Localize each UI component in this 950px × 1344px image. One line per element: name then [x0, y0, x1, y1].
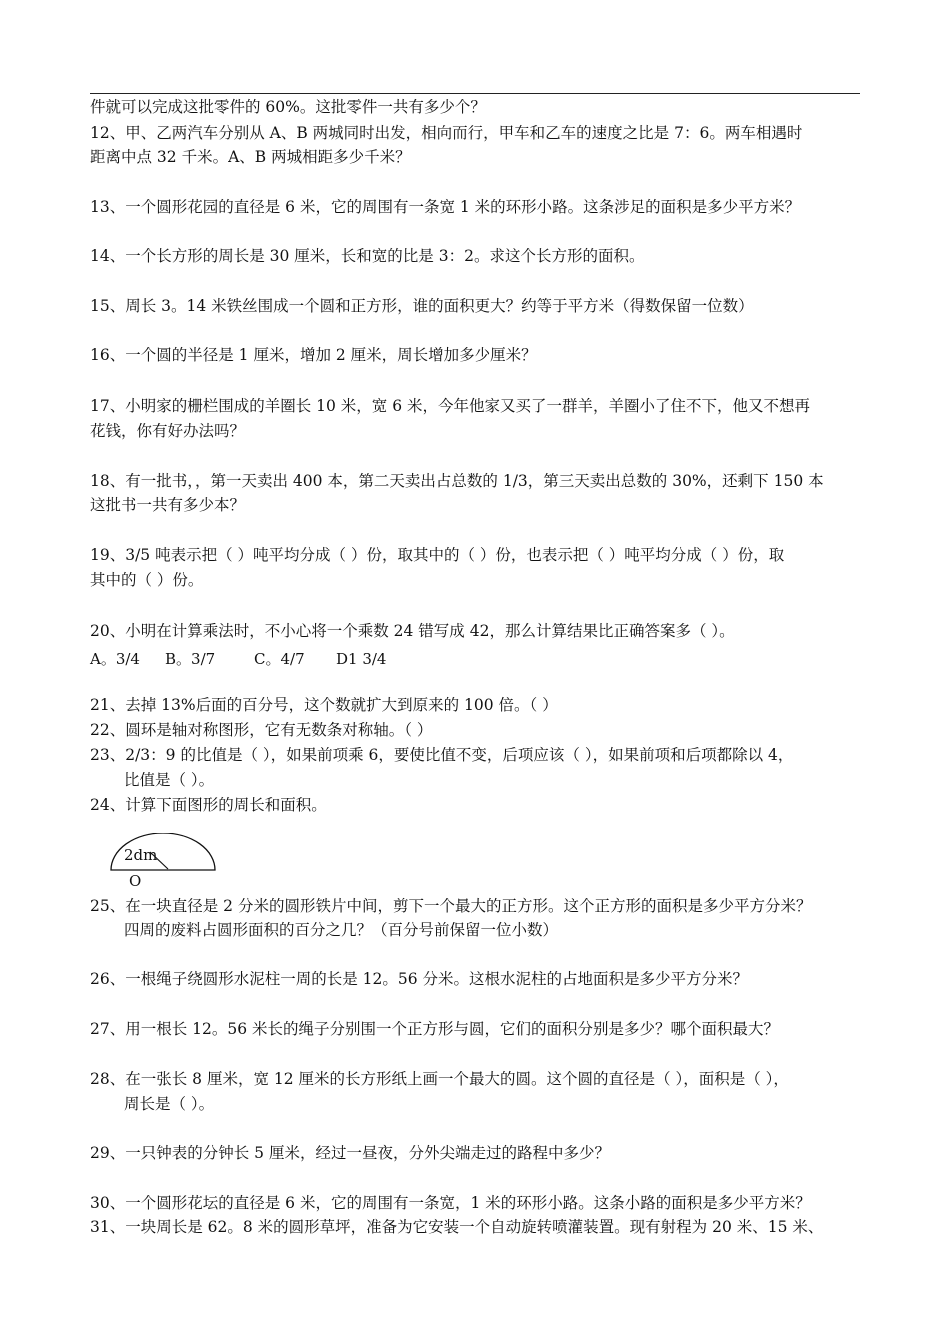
option-d: D1 3/4 [336, 650, 387, 668]
option-c: C。4/7 [254, 650, 305, 668]
question-18-line-1: 18、有一批书，，第一天卖出 400 本，第二天卖出占总数的 1/3，第三天卖出总数的 30%，还剩下 150 本 [90, 472, 824, 490]
question-17-line-2: 花钱，你有好办法吗？ [90, 422, 246, 440]
question-16: 16、一个圆的半径是 1 厘米，增加 2 厘米，周长增加多少厘米？ [90, 346, 537, 364]
question-19-line-2: 其中的（ ）份。 [90, 571, 204, 589]
center-label: O [129, 872, 142, 890]
question-25-line-1: 25、在一块直径是 2 分米的圆形铁片中间，剪下一个最大的正方形。这个正方形的面积是多少平方分米？ [90, 897, 812, 915]
question-23-line-1: 23、2/3：9 的比值是（ ），如果前项乘 6，要使比值不变，后项应该（ ），如果前项和后项都除以 4， [90, 746, 794, 764]
question-29: 29、一只钟表的分钟长 5 厘米，经过一昼夜，分外尖端走过的路程中多少？ [90, 1144, 610, 1162]
question-31: 31、一块周长是 62。8 米的圆形草坪，准备为它安装一个自动旋转喷灌装置。现有射程为 20 米、15 米、 [90, 1218, 824, 1236]
question-19-line-1: 19、3/5 吨表示把（ ）吨平均分成（ ）份，取其中的（ ）份，也表示把（ ）吨平均分成（ ）份，取 [90, 546, 785, 564]
question-22: 22、圆环是轴对称图形，它有无数条对称轴。（ ） [90, 721, 433, 739]
question-21: 21、去掉 13%后面的百分号，这个数就扩大到原来的 100 倍。（ ） [90, 696, 558, 714]
question-26: 26、一根绳子绕圆形水泥柱一周的长是 12。56 分米。这根水泥柱的占地面积是多少平方分米？ [90, 970, 749, 988]
semicircle-figure [108, 833, 218, 893]
question-11-tail: 件就可以完成这批零件的 60%。这批零件一共有多少个？ [90, 98, 486, 116]
question-12-line-1: 12、甲、乙两汽车分别从 A、B 两城同时出发，相向而行，甲车和乙车的速度之比是 7：6。两车相遇时 [90, 124, 803, 142]
question-25-line-2: 四周的废料占圆形面积的百分之几？（百分号前保留一位小数） [124, 921, 559, 939]
question-14: 14、一个长方形的周长是 30 厘米，长和宽的比是 3：2。求这个长方形的面积。 [90, 247, 645, 265]
question-27: 27、用一根长 12。56 米长的绳子分别围一个正方形与圆，它们的面积分别是多少？哪个面积最大？ [90, 1020, 780, 1038]
question-28-line-1: 28、在一张长 8 厘米，宽 12 厘米的长方形纸上画一个最大的圆。这个圆的直径是（ ），面积是（ ）， [90, 1070, 789, 1088]
question-12-line-2: 距离中点 32 千米。A、B 两城相距多少千米？ [90, 148, 411, 166]
question-24: 24、计算下面图形的周长和面积。 [90, 796, 327, 814]
question-20: 20、小明在计算乘法时，不小心将一个乘数 24 错写成 42，那么计算结果比正确答案多（ ）。 [90, 622, 735, 640]
radius-label: 2dm [124, 846, 158, 864]
header-rule [90, 93, 860, 94]
question-13: 13、一个圆形花园的直径是 6 米，它的周围有一条宽 1 米的环形小路。这条涉足的面积是多少平方米？ [90, 198, 801, 216]
question-17-line-1: 17、小明家的栅栏围成的羊圈长 10 米，宽 6 米，今年他家又买了一群羊，羊圈小了住不下，他又不想再 [90, 397, 811, 415]
question-30: 30、一个圆形花坛的直径是 6 米，它的周围有一条宽，1 米的环形小路。这条小路的面积是多少平方米？ [90, 1194, 811, 1212]
question-15: 15、周长 3。14 米铁丝围成一个圆和正方形，谁的面积更大？约等于平方米（得数保留一位数） [90, 297, 754, 315]
question-18-line-2: 这批书一共有多少本？ [90, 496, 246, 514]
question-23-line-2: 比值是（ ）。 [124, 771, 215, 789]
option-a: A。3/4 [90, 650, 140, 668]
option-b: B。3/7 [165, 650, 216, 668]
question-28-line-2: 周长是（ ）。 [124, 1095, 215, 1113]
